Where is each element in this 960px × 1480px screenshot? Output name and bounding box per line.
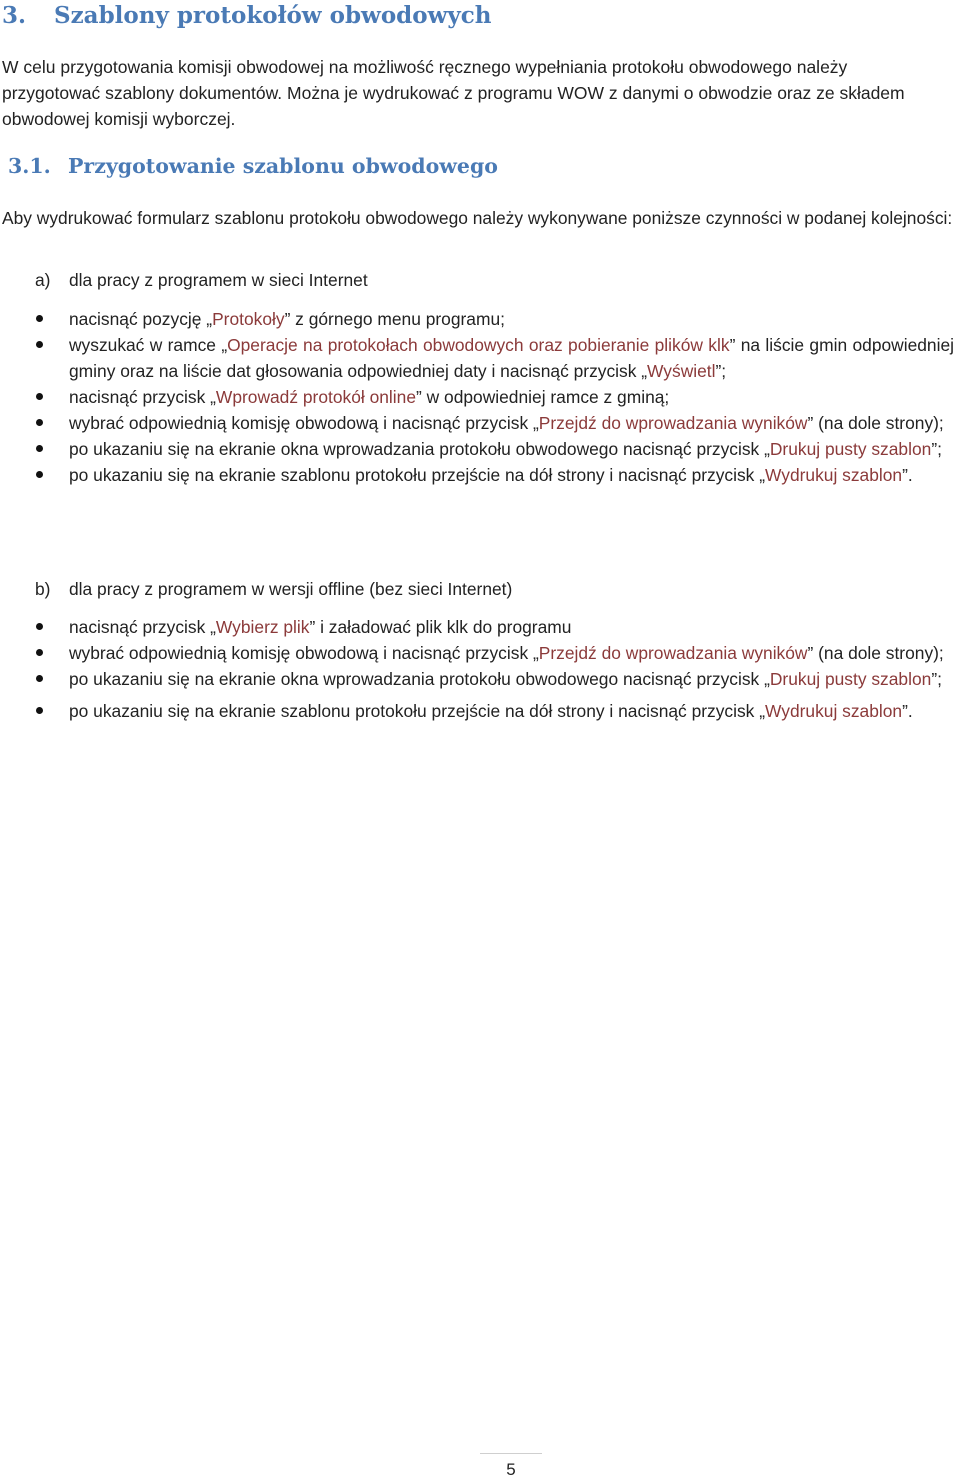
section-b-title: dla pracy z programem w wersji offline (bez sieci Internet) [69, 579, 513, 599]
subsection-title: Przygotowanie szablonu obwodowego [68, 154, 498, 178]
button-name-wydrukuj: Wydrukuj szablon [765, 701, 903, 721]
subsection-number: 3.1. [8, 154, 51, 178]
button-name-drukuj: Drukuj pusty szablon [769, 669, 932, 689]
section-a-list [0, 306, 954, 488]
bullet-icon [36, 471, 43, 478]
list-item: wybrać odpowiednią komisję obwodową i nacisnąć przycisk „Przejdź do wprowadzania wyników” (na dole strony); [0, 410, 954, 436]
footer-divider [480, 1453, 542, 1454]
bullet-icon [36, 341, 43, 348]
section-a-heading [35, 267, 368, 293]
bullet-icon [36, 675, 43, 682]
bullet-icon [36, 623, 43, 630]
instructions-paragraph: Aby wydrukować formularz szablonu protokołu obwodowego należy wykonywane poniższe czynności w podanej kolejności: [2, 208, 953, 228]
menu-link-protokoly: Protokoły [212, 309, 285, 329]
intro-paragraph: W celu przygotowania komisji obwodowej na możliwość ręcznego wypełniania protokołu obwodowego należy przygotować szablony dokumentów. Można je wydrukować z programu WOW z danymi o obwodzie oraz ze składem obwodowej komisji wyborczej. [2, 57, 905, 129]
list-item: po ukazaniu się na ekranie okna wprowadzania protokołu obwodowego nacisnąć przycisk „Drukuj pusty szablon”; [0, 436, 954, 462]
section-b-letter: b) [35, 579, 51, 599]
section-heading [2, 2, 491, 29]
button-name-wyswietl: Wyświetl [647, 361, 716, 381]
list-item: po ukazaniu się na ekranie szablonu protokołu przejście na dół strony i nacisnąć przycisk „Wydrukuj szablon”. [0, 462, 954, 488]
list-item: po ukazaniu się na ekranie okna wprowadzania protokołu obwodowego nacisnąć przycisk „Drukuj pusty szablon”; [0, 666, 954, 692]
section-title: Szablony protokołów obwodowych [54, 2, 492, 29]
button-name-wydrukuj: Wydrukuj szablon [765, 465, 903, 485]
list-item: po ukazaniu się na ekranie szablonu protokołu przejście na dół strony i nacisnąć przycisk „Wydrukuj szablon”. [0, 698, 954, 724]
page-number: 5 [506, 1460, 516, 1479]
button-name-drukuj: Drukuj pusty szablon [769, 439, 932, 459]
bullet-icon [36, 315, 43, 322]
section-a-letter: a) [35, 270, 51, 290]
list-item: nacisnąć przycisk „Wybierz plik” i załadować plik klk do programu [0, 614, 954, 640]
bullet-icon [36, 649, 43, 656]
list-item: wybrać odpowiednią komisję obwodową i nacisnąć przycisk „Przejdź do wprowadzania wyników” (na dole strony); [0, 640, 954, 666]
list-item: wyszukać w ramce „Operacje na protokołach obwodowych oraz pobieranie plików klk” na liście gmin odpowiedniej gminy oraz na liście dat głosowania odpowiedniej daty i nacisnąć przycisk „Wyświetl”; [0, 332, 954, 384]
bullet-icon [36, 707, 43, 714]
bullet-icon [36, 419, 43, 426]
subsection-heading [8, 154, 498, 178]
section-a-title: dla pracy z programem w sieci Internet [69, 270, 368, 290]
button-name-wybierz-plik: Wybierz plik [215, 617, 310, 637]
frame-name-operacje: Operacje na protokołach obwodowych oraz pobieranie plików klk [227, 335, 730, 355]
section-b-heading [35, 576, 512, 602]
section-number: 3. [2, 2, 27, 29]
bullet-icon [36, 393, 43, 400]
button-name-przejdz: Przejdź do wprowadzania wyników [538, 413, 808, 433]
list-item: nacisnąć przycisk „Wprowadź protokół online” w odpowiedniej ramce z gminą; [0, 384, 954, 410]
section-b-list [0, 614, 954, 724]
bullet-icon [36, 445, 43, 452]
button-name-wprowadz: Wprowadź protokół online [215, 387, 417, 407]
list-item: nacisnąć pozycję „Protokoły” z górnego menu programu; [0, 306, 954, 332]
button-name-przejdz: Przejdź do wprowadzania wyników [538, 643, 808, 663]
